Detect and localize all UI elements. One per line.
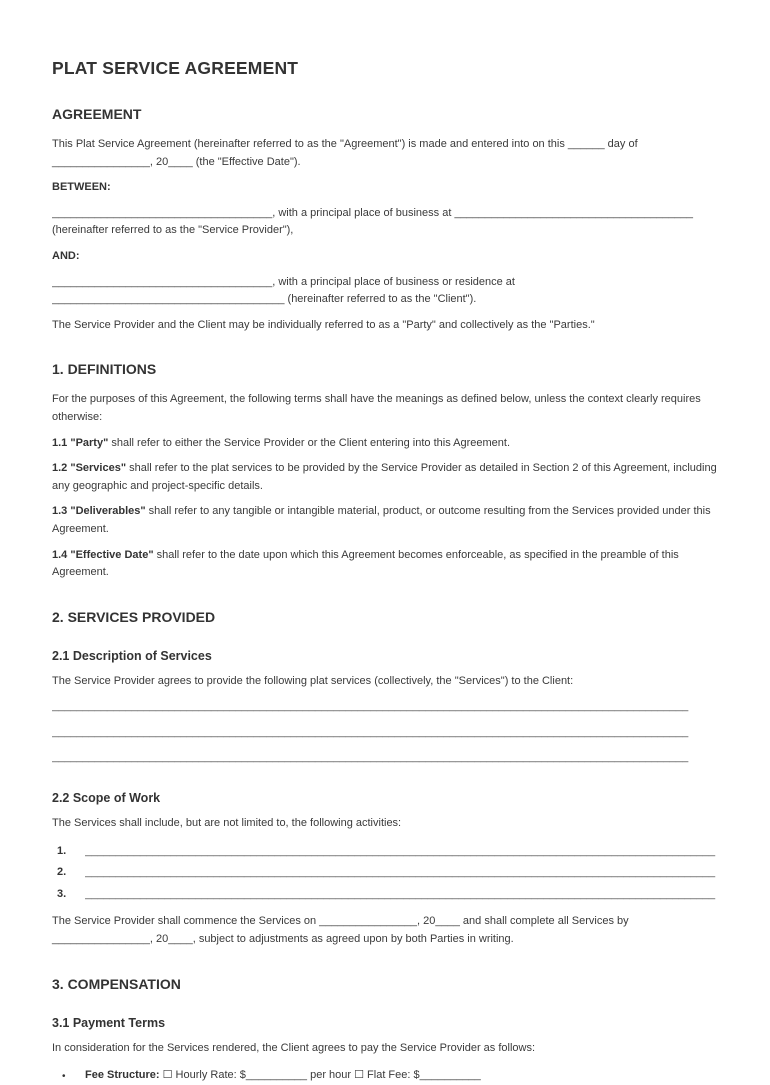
definition-item-party: [52, 435, 718, 453]
payment-terms-heading: 3.1 Payment Terms: [52, 1015, 166, 1030]
list-item-number: 2.: [57, 866, 67, 879]
bullet-icon: •: [62, 1071, 66, 1083]
definition-term: 1.3 "Deliverables": [52, 505, 146, 518]
list-item-blank-line: _______________________________________________________________________________________________________: [85, 887, 716, 900]
description-blank-line: ________________________________________________________________________________________________________: [52, 725, 689, 738]
list-item-blank-line: _______________________________________________________________________________________________________: [85, 866, 716, 879]
service-provider-blank-line: ____________________________________, with a principal place of business at _______________________________________: [52, 206, 694, 219]
payment-intro-paragraph: In consideration for the Services rendered, the Client agrees to pay the Service Provider as follows:: [52, 1041, 536, 1054]
definition-text: shall refer to the date upon which this Agreement becomes enforceable, as specified in the preamble of this Agreement.: [52, 548, 679, 579]
description-blank-line: ________________________________________________________________________________________________________: [52, 751, 689, 764]
client-party-block: [52, 274, 718, 309]
client-blank-line: ____________________________________, with a principal place of business or residence at: [52, 275, 515, 288]
agreement-intro-paragraph: This Plat Service Agreement (hereinafter referred to as the "Agreement") is made and entered into on this ______ day of ________________, 20____ (the "Effective Date").: [52, 138, 638, 168]
scope-intro-paragraph: The Services shall include, but are not limited to, the following activities:: [52, 817, 402, 830]
definition-item-services: [52, 460, 718, 495]
definition-text: shall refer to the plat services to be provided by the Service Provider as detailed in Section 2 of this Agreement, including any geographic and project-specific details.: [52, 462, 717, 492]
list-item: [52, 864, 718, 882]
page-title: PLAT SERVICE AGREEMENT: [52, 58, 299, 78]
services-section-heading: 2. SERVICES PROVIDED: [52, 608, 216, 625]
list-item: [52, 843, 718, 861]
client-designation-line: ______________________________________ (hereinafter referred to as the "Client").: [52, 293, 477, 306]
fee-structure-options: ☐ Hourly Rate: $__________ per hour ☐ Flat Fee: $__________: [162, 1069, 481, 1082]
and-label: AND:: [52, 249, 80, 262]
agreement-section-heading: AGREEMENT: [52, 106, 142, 122]
service-provider-designation-line: (hereinafter referred to as the "Service Provider"),: [52, 224, 294, 237]
definition-text: shall refer to either the Service Provider or the Client entering into this Agreement.: [108, 436, 511, 449]
definition-item-deliverables: [52, 503, 718, 538]
parties-note-paragraph: The Service Provider and the Client may be individually referred to as a "Party" and collectively as the "Parties.": [52, 318, 595, 331]
between-label: BETWEEN:: [52, 181, 111, 194]
definitions-section-heading: 1. DEFINITIONS: [52, 361, 157, 378]
description-intro-paragraph: The Service Provider agrees to provide the following plat services (collectively, the "Services") to the Client:: [52, 674, 574, 687]
definitions-intro-paragraph: For the purposes of this Agreement, the following terms shall have the meanings as defined below, unless the context clearly requires otherwise:: [52, 393, 701, 423]
fee-structure-label: Fee Structure:: [85, 1069, 160, 1082]
scope-of-work-heading: 2.2 Scope of Work: [52, 791, 161, 806]
scope-activities-list: [52, 843, 718, 904]
definition-item-effective-date: [52, 547, 718, 582]
fee-structure-item: [52, 1067, 718, 1085]
list-item-blank-line: _______________________________________________________________________________________________________: [85, 844, 716, 857]
definition-text: shall refer to any tangible or intangible material, product, or outcome resulting from the Services provided under this Agreement.: [52, 505, 711, 535]
compensation-section-heading: 3. COMPENSATION: [52, 975, 181, 992]
list-item-number: 3.: [57, 887, 67, 900]
description-of-services-heading: 2.1 Description of Services: [52, 648, 212, 663]
description-blank-line: ________________________________________________________________________________________________________: [52, 700, 689, 713]
definition-term: 1.1 "Party": [52, 436, 109, 449]
list-item: [52, 886, 718, 904]
service-provider-party-block: [52, 205, 718, 240]
definition-term: 1.4 "Effective Date": [52, 548, 154, 561]
timeline-paragraph: The Service Provider shall commence the Services on ________________, 20____ and shall complete all Services by ________________, 20____, subject to adjustments as agreed upon by both Parties in writing.: [52, 915, 629, 946]
definition-term: 1.2 "Services": [52, 462, 127, 475]
list-item-number: 1.: [57, 844, 67, 857]
